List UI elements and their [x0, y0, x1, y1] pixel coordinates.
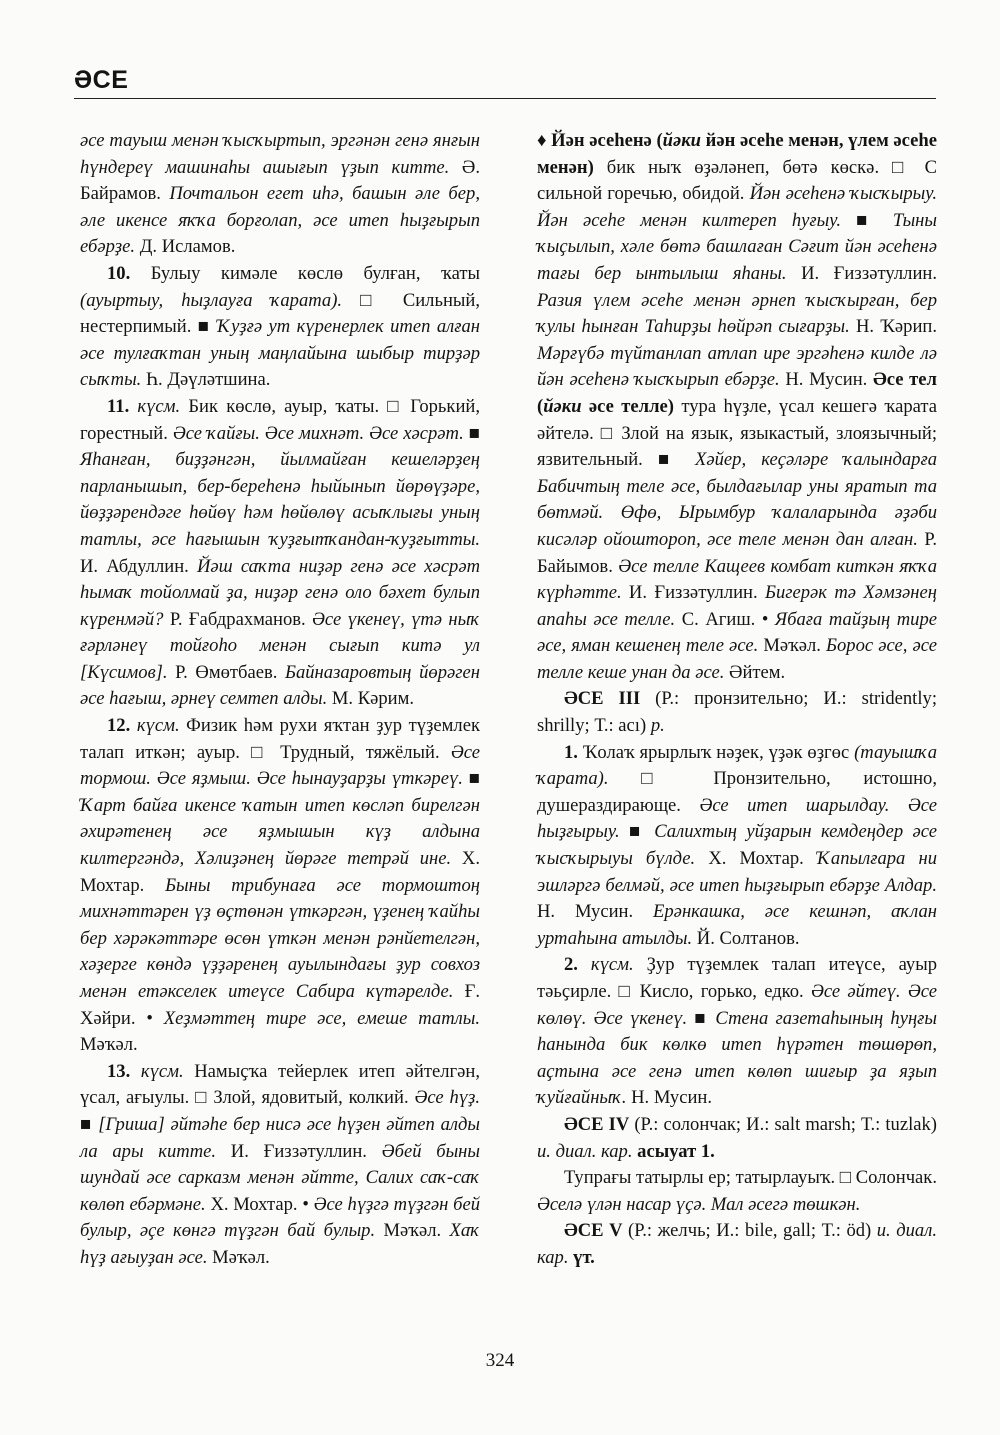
left-column [80, 128, 480, 1272]
entry-paragraph: 13. күсм. Намыҫҡа тейерлек итеп әйтелгән, үсал, ағыулы. □ Злой, ядовитый, колкий. Әсе һүҙ. ■ [Гриша] әйтәһе бер нисә әсе һүҙен әйтеп алды ла ары китте. И. Ғиззәтуллин. Әбей быны шундай әсе сарказм менән әйтте, Салих саҡ-саҡ көлөп ебәрмәне. Х. Мохтар. • Әсе һүҙгә түҙгән бей булыр, әҫе көнгә түҙгән бай булыр. Мәҡәл. Хаҡ һүҙ ағыуҙан әсе. Мәҡәл. [80, 1060, 481, 1268]
entry-paragraph: ӘСЕ V (Р.: желчь; И.: bile, gall; Т.: öd) и. диал. кар. үт. [537, 1220, 937, 1268]
entry-paragraph: Тупрағы татырлы ер; татырлауыҡ. □ Солончак. Әселә үлән насар үҫә. Мал әсегә төшкән. [537, 1167, 937, 1215]
entry-paragraph: 11. күсм. Бик көслө, ауыр, ҡаты. □ Горький, горестный. Әсе ҡайғы. Әсе михнәт. Әсе хәсрәт. ■ Яһанған, биҙҙәнгән, йылмайған кешеләрҙең парланышып, бер-береһенә һыйынып йөрөүҙәре, йөҙҙәрендәге һөйөү һәм һөйөлөү асыҡлығы уның татлы, әсе һағышын ҡуҙғытҡандан-ҡуҙғытты. И. Абдуллин. Йәш саҡта ниҙәр генә әсе хәсрәт һымаҡ тойолмай ҙа, ниҙәр генә оло бәхет булып күренмәй? Р. Ғабдрахманов. Әсе үкенеү, үтә ныҡ ғәрләнеү тойғоһо менән сығып китә ул [Күсимов]. Р. Өмөтбаев. Байназаровтың йөрәген әсе һағыш, әрнеү семтеп алды. М. Кәрим. [80, 395, 481, 710]
entry-paragraph: 1. Ҡолаҡ ярырлыҡ нәҙек, үҙәк өҙгөс (тауышҡа ҡарата). □ Пронзительно, истошно, душераздирающе. Әсе итеп шарылдау. Әсе һыҙғырыу. ■ Салихтың уйҙарын кемдеңдер әсе ҡысҡырыуы бүлде. Х. Мохтар. Ҡапылғара ни эшләргә белмәй, әсе итеп һыҙғырып ебәрҙе Алдар. Н. Мусин. Ерәнкашка, әсе кешнәп, аҡлан уртаһына атылды. Й. Солтанов. [537, 741, 937, 949]
entry-paragraph: әсе тауыш менән ҡысҡыртып, эргәнән генә янғын һүндереү машинаһы ашығып үҙып китте. Ә. Байрамов. Почтальон егет иһә, башын әле бер, әле икенсе яҡҡа борғолап, әсе итеп һыҙғырып ебәрҙе. Д. Исламов. [80, 130, 480, 258]
entry-paragraph: ӘСЕ III (Р.: пронзительно; И.: stridently; shrilly; Т.: acı) р. [537, 688, 937, 737]
entry-paragraph: 2. күсм. Ҙур түҙемлек талап итеүсе, ауыр тәьҫирле. □ Кисло, горько, едко. Әсе әйтеү. Әсе көлөү. Әсе үкенеү. ■ Стена газетаһының һуңғы һанында бик көлкө итеп һүрәтен төшөрөп, аҫтына әсе генә итеп көлөп шиғыр ҙа яҙып ҡуйғайныҡ. Н. Мусин. [537, 954, 938, 1109]
entry-paragraph: ♦ Йән әсеһенә (йәки йән әсеһе менән, үлем әсеһе менән) бик ныҡ өҙәләнеп, бөтә көскә. □ С сильной горечью, обидой. Йән әсеһенә ҡысҡырыу. Йән әсеһе менән килтереп һуғыу. ■ Тыны ҡыҫылып, хәле бөтә башлаған Сәғит йән әсеһенә тағы бер ынтылыш яһаны. И. Ғиззәтуллин. Разия үлем әсеһе менән әрнеп ҡысҡырған, бер ҡулы һынған Таһирҙы һөйрәп сығарҙы. Н. Ҡәрип. Мәрғүбә түйтанлап атлап ире эргәһенә килде лә йән әсеһенә ҡысҡырып ебәрҙе. Н. Мусин. Әсе тел (йәки әсе телле) тура һүҙле, үсал кешегә ҡарата әйтелә. □ Злой на язык, языкастый, злоязычный; язвительный. ■ Хәйер, кеҫәләре ҡалындарға Бабичтың теле әсе, былдағылар уны яратып та бөтмәй. Өфө, Ырымбур ҡалаларында әҙәби кисәләр ойоштороп, әсе теле менән дан алған. Р. Байымов. Әсе телле Кащеев комбат киткән яҡҡа күрһәтте. И. Ғиззәтуллин. Бигерәк тә Хәмзәнең апаһы әсе телле. С. Агиш. • Ябаға тайҙың тире әсе, яман кешенең теле әсе. Мәҡәл. Борос әсе, әсе телле кеше унан да әсе. Әйтем. [537, 130, 938, 683]
page-number: 324 [485, 1350, 515, 1371]
right-column [537, 128, 937, 1272]
entry-paragraph: 10. Булыу кимәле көслө булған, ҡаты (ауыртыу, һыҙлауға ҡарата). □ Сильный, нестерпимый. ■ Ҡуҙғә ут күренерлек итеп алған әсе тулғаҡтан уның маңлайына шыбыр тирҙәр сыҡты. Һ. Дәүләтшина. [80, 262, 480, 391]
entry-paragraph: ӘСЕ IV (Р.: солончак; И.: salt marsh; Т.: tuzlak) и. диал. кар. асыуат 1. [537, 1113, 937, 1162]
entry-paragraph: 12. күсм. Физик һәм рухи яҡтан ҙур түҙемлек талап иткән; ауыр. □ Трудный, тяжёлый. Әсе тормош. Әсе яҙмыш. Әсе һынауҙарҙы үткәреү. ■ Ҡарт байға икенсе ҡатын итеп көсләп бирелгән әхирәтенең әсе яҙмышын күҙ алдына килтергәндә, Хәлиҙәнең йөрәге тетрәй ине. Х. Мохтар. Быны трибунаға әсе тормоштоң михнәттәрен үҙ өҫтөнән үткәргән, үҙенең ҡайһы бер хәрәкәттәре өсөн үткән менән рәнйетелгән, хәҙерге көндә үҙҙәренең ауылындағы ҙур совхоз менән етәкселек итеүсе Сабира күтәрелде. Ғ. Хәйри. • Хеҙмәттең тире әсе, емеше татлы. Мәҡәл. [80, 715, 481, 1056]
header-rule [74, 98, 936, 99]
running-head: ӘСЕ [74, 66, 129, 94]
